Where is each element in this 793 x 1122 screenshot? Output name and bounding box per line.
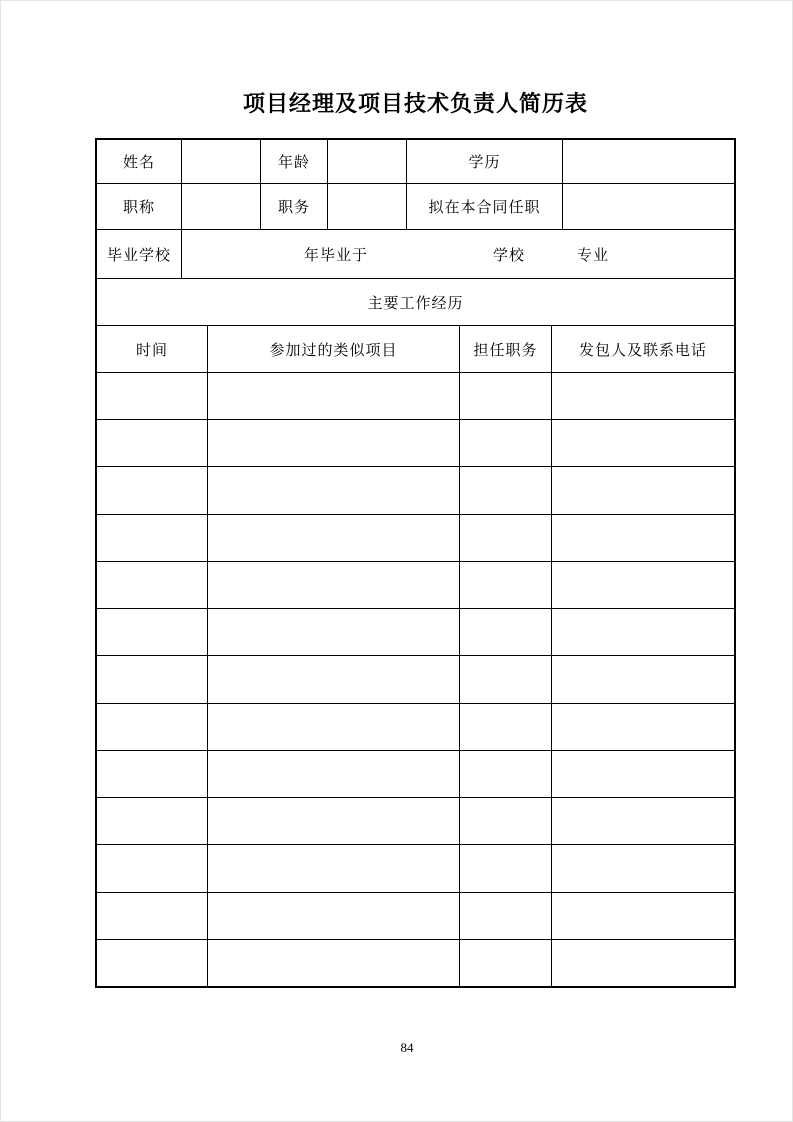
graduation-year-segment: 年毕业于 bbox=[304, 247, 369, 264]
work-history-cell-time bbox=[97, 373, 208, 419]
work-history-cell-project bbox=[208, 656, 460, 702]
work-history-header-row bbox=[97, 326, 734, 373]
work-history-cell-employer bbox=[552, 704, 734, 750]
work-history-cell-employer bbox=[552, 562, 734, 608]
title-label: 职称 bbox=[97, 184, 182, 229]
work-history-cell-position bbox=[460, 751, 552, 797]
work-history-cell-project bbox=[208, 893, 460, 939]
graduation-fill-in-cell bbox=[182, 230, 734, 278]
work-history-cell-project bbox=[208, 798, 460, 844]
work-history-cell-time bbox=[97, 751, 208, 797]
work-history-row bbox=[97, 420, 734, 467]
work-history-row bbox=[97, 845, 734, 892]
work-history-cell-employer bbox=[552, 373, 734, 419]
page-number: 84 bbox=[400, 1040, 414, 1055]
row-section-title bbox=[97, 279, 734, 326]
work-history-cell-position bbox=[460, 845, 552, 891]
work-history-cell-employer bbox=[552, 751, 734, 797]
work-history-row bbox=[97, 704, 734, 751]
work-history-row bbox=[97, 656, 734, 703]
header-position-held: 担任职务 bbox=[460, 326, 552, 372]
work-history-cell-position bbox=[460, 656, 552, 702]
work-history-cell-position bbox=[460, 798, 552, 844]
resume-table bbox=[95, 138, 736, 988]
work-history-cell-employer bbox=[552, 893, 734, 939]
work-history-cell-position bbox=[460, 515, 552, 561]
work-history-cell-position bbox=[460, 704, 552, 750]
work-history-cell-time bbox=[97, 562, 208, 608]
work-history-cell-time bbox=[97, 467, 208, 513]
work-history-cell-employer bbox=[552, 515, 734, 561]
work-history-rows bbox=[97, 373, 734, 986]
work-history-cell-project bbox=[208, 373, 460, 419]
contract-position-value-cell bbox=[563, 184, 734, 229]
work-history-row bbox=[97, 940, 734, 986]
work-history-cell-employer bbox=[552, 467, 734, 513]
graduation-school-label: 毕业学校 bbox=[97, 230, 182, 278]
work-history-cell-project bbox=[208, 751, 460, 797]
work-history-row bbox=[97, 373, 734, 420]
duty-label: 职务 bbox=[261, 184, 328, 229]
work-history-cell-employer bbox=[552, 798, 734, 844]
work-history-cell-position bbox=[460, 893, 552, 939]
work-history-cell-employer bbox=[552, 940, 734, 986]
work-history-cell-employer bbox=[552, 656, 734, 702]
header-time: 时间 bbox=[97, 326, 208, 372]
work-history-cell-employer bbox=[552, 420, 734, 466]
work-history-cell-project bbox=[208, 940, 460, 986]
work-history-section-title: 主要工作经历 bbox=[367, 295, 464, 312]
work-history-cell-position bbox=[460, 420, 552, 466]
work-history-cell-time bbox=[97, 798, 208, 844]
page-title: 项目经理及项目技术负责人简历表 bbox=[242, 91, 588, 116]
work-history-cell-project bbox=[208, 420, 460, 466]
work-history-cell-position bbox=[460, 562, 552, 608]
work-history-cell-employer bbox=[552, 609, 734, 655]
work-history-cell-project bbox=[208, 515, 460, 561]
work-history-cell-employer bbox=[552, 845, 734, 891]
work-history-cell-time bbox=[97, 940, 208, 986]
work-history-cell-time bbox=[97, 893, 208, 939]
graduation-major-segment: 专业 bbox=[577, 247, 610, 264]
row-basic-2 bbox=[97, 184, 734, 230]
education-label: 学历 bbox=[407, 140, 563, 183]
work-history-row bbox=[97, 751, 734, 798]
title-value-cell bbox=[182, 184, 261, 229]
row-basic-1 bbox=[97, 140, 734, 184]
work-history-row bbox=[97, 609, 734, 656]
work-history-cell-position bbox=[460, 940, 552, 986]
contract-position-label: 拟在本合同任职 bbox=[407, 184, 563, 229]
name-label: 姓名 bbox=[97, 140, 182, 183]
work-history-cell-project bbox=[208, 704, 460, 750]
work-history-row bbox=[97, 467, 734, 514]
work-history-cell-project bbox=[208, 609, 460, 655]
work-history-cell-position bbox=[460, 609, 552, 655]
row-graduation bbox=[97, 230, 734, 279]
work-history-row bbox=[97, 515, 734, 562]
age-value-cell bbox=[328, 140, 407, 183]
graduation-school-segment: 学校 bbox=[493, 247, 526, 264]
work-history-cell-project bbox=[208, 845, 460, 891]
work-history-cell-time bbox=[97, 704, 208, 750]
work-history-cell-time bbox=[97, 515, 208, 561]
header-similar-projects: 参加过的类似项目 bbox=[208, 326, 460, 372]
work-history-cell-project bbox=[208, 562, 460, 608]
header-employer-phone: 发包人及联系电话 bbox=[578, 342, 707, 359]
age-label: 年龄 bbox=[261, 140, 328, 183]
work-history-row bbox=[97, 893, 734, 940]
work-history-row bbox=[97, 562, 734, 609]
work-history-cell-time bbox=[97, 845, 208, 891]
work-history-cell-time bbox=[97, 609, 208, 655]
name-value-cell bbox=[182, 140, 261, 183]
duty-value-cell bbox=[328, 184, 407, 229]
work-history-cell-project bbox=[208, 467, 460, 513]
work-history-cell-time bbox=[97, 420, 208, 466]
work-history-cell-time bbox=[97, 656, 208, 702]
work-history-row bbox=[97, 798, 734, 845]
work-history-cell-position bbox=[460, 373, 552, 419]
work-history-cell-position bbox=[460, 467, 552, 513]
education-value-cell bbox=[563, 140, 734, 183]
